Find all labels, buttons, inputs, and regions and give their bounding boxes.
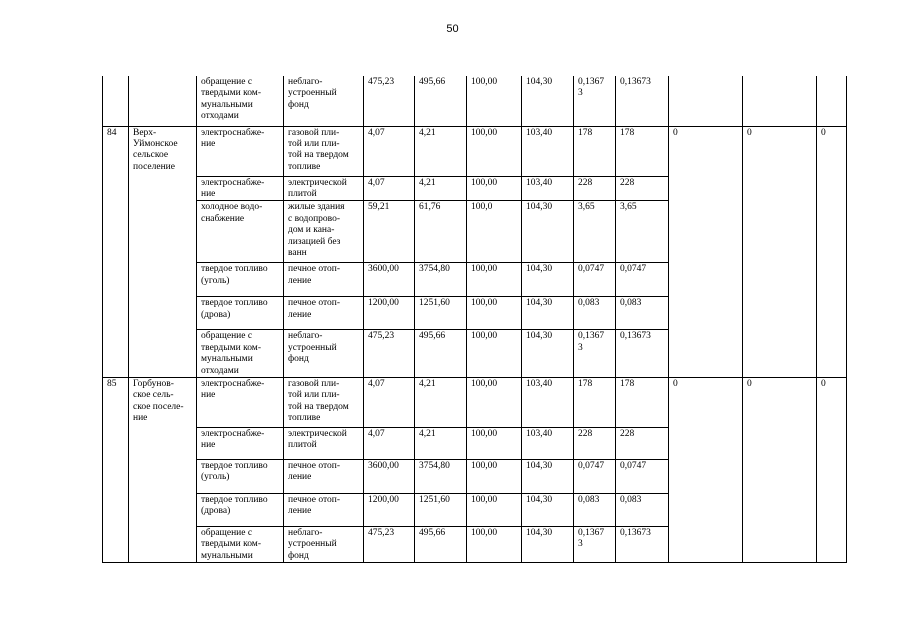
service-cell: обращение с твердыми ком- мунальными отходами — [197, 76, 284, 126]
value-cell: 100,00 — [467, 427, 522, 459]
value-cell: 0,083 — [574, 297, 616, 330]
count-cell: 0 — [817, 377, 847, 562]
value-cell: 475,23 — [364, 76, 415, 126]
value-cell: 100,00 — [467, 297, 522, 330]
housing-type-cell: неблаго- устроенный фонд — [284, 76, 364, 126]
value-cell: 0,083 — [616, 297, 669, 330]
housing-type-cell: печное отоп- ление — [284, 263, 364, 297]
value-cell: 0,1367 3 — [574, 330, 616, 378]
value-cell: 61,76 — [415, 201, 467, 263]
row-number-cell — [103, 76, 129, 126]
value-cell: 104,30 — [522, 201, 574, 263]
value-cell: 0,083 — [574, 493, 616, 526]
service-cell: холодное водо- снабжение — [197, 201, 284, 263]
settlement-name-cell: Верх- Уймонское сельское поселение — [129, 126, 197, 377]
service-cell: электроснабже- ние — [197, 427, 284, 459]
value-cell: 495,66 — [415, 330, 467, 378]
value-cell: 103,40 — [522, 176, 574, 201]
row-number-cell: 84 — [103, 126, 129, 377]
value-cell: 104,30 — [522, 297, 574, 330]
housing-type-cell: неблаго- устроенный фонд — [284, 330, 364, 378]
value-cell: 104,30 — [522, 493, 574, 526]
value-cell: 100,00 — [467, 263, 522, 297]
value-cell: 4,21 — [415, 377, 467, 427]
value-cell: 0,13673 — [616, 330, 669, 378]
value-cell: 0,0747 — [574, 263, 616, 297]
value-cell: 100,00 — [467, 459, 522, 493]
value-cell: 0,1367 3 — [574, 526, 616, 562]
value-cell: 0,13673 — [616, 526, 669, 562]
value-cell: 100,00 — [467, 76, 522, 126]
value-cell: 1200,00 — [364, 297, 415, 330]
housing-type-cell: газовой пли- той или пли- той на твердом топливе — [284, 377, 364, 427]
value-cell: 3,65 — [616, 201, 669, 263]
housing-type-cell: жилые здания с водопрово- дом и кана- лизацией без ванн — [284, 201, 364, 263]
value-cell: 3,65 — [574, 201, 616, 263]
value-cell: 0,0747 — [616, 263, 669, 297]
table-row — [103, 126, 847, 176]
service-cell: твердое топливо (дрова) — [197, 297, 284, 330]
value-cell: 0,083 — [616, 493, 669, 526]
value-cell: 4,07 — [364, 377, 415, 427]
service-cell: твердое топливо (уголь) — [197, 459, 284, 493]
count-cell — [743, 76, 817, 126]
service-cell: электроснабже- ние — [197, 126, 284, 176]
value-cell: 100,00 — [467, 377, 522, 427]
value-cell: 228 — [616, 176, 669, 201]
value-cell: 495,66 — [415, 76, 467, 126]
count-cell: 0 — [743, 377, 817, 562]
value-cell: 103,40 — [522, 427, 574, 459]
value-cell: 104,30 — [522, 526, 574, 562]
housing-type-cell: электрической плитой — [284, 427, 364, 459]
value-cell: 4,07 — [364, 126, 415, 176]
count-cell: 0 — [669, 126, 743, 377]
value-cell: 4,21 — [415, 176, 467, 201]
service-cell: обращение с твердыми ком- мунальными — [197, 526, 284, 562]
count-cell — [669, 76, 743, 126]
value-cell: 228 — [574, 427, 616, 459]
housing-type-cell: электрической плитой — [284, 176, 364, 201]
value-cell: 4,07 — [364, 427, 415, 459]
value-cell: 104,30 — [522, 459, 574, 493]
value-cell: 4,21 — [415, 126, 467, 176]
value-cell: 3754,80 — [415, 459, 467, 493]
value-cell: 228 — [616, 427, 669, 459]
value-cell: 178 — [574, 126, 616, 176]
page-number: 50 — [446, 23, 459, 35]
value-cell: 178 — [616, 377, 669, 427]
value-cell: 4,07 — [364, 176, 415, 201]
value-cell: 59,21 — [364, 201, 415, 263]
value-cell: 475,23 — [364, 526, 415, 562]
count-cell: 0 — [743, 126, 817, 377]
value-cell: 178 — [616, 126, 669, 176]
value-cell: 0,13673 — [616, 76, 669, 126]
value-cell: 0,1367 3 — [574, 76, 616, 126]
service-cell: твердое топливо (уголь) — [197, 263, 284, 297]
settlement-name-cell: Горбунов- ское сель- ское поселе- ние — [129, 377, 197, 562]
value-cell: 104,30 — [522, 263, 574, 297]
service-cell: электроснабже- ние — [197, 176, 284, 201]
value-cell: 475,23 — [364, 330, 415, 378]
value-cell: 100,00 — [467, 176, 522, 201]
housing-type-cell: неблаго- устроенный фонд — [284, 526, 364, 562]
housing-type-cell: печное отоп- ление — [284, 297, 364, 330]
settlement-name-cell — [129, 76, 197, 126]
value-cell: 228 — [574, 176, 616, 201]
value-cell: 103,40 — [522, 377, 574, 427]
value-cell: 3754,80 — [415, 263, 467, 297]
table-row — [103, 76, 847, 126]
service-cell: твердое топливо (дрова) — [197, 493, 284, 526]
housing-type-cell: печное отоп- ление — [284, 493, 364, 526]
value-cell: 1251,60 — [415, 297, 467, 330]
row-number-cell: 85 — [103, 377, 129, 562]
tariff-table — [102, 76, 847, 563]
value-cell: 178 — [574, 377, 616, 427]
value-cell: 100,00 — [467, 526, 522, 562]
service-cell: обращение с твердыми ком- мунальными отходами — [197, 330, 284, 378]
value-cell: 1251,60 — [415, 493, 467, 526]
value-cell: 4,21 — [415, 427, 467, 459]
value-cell: 104,30 — [522, 76, 574, 126]
value-cell: 1200,00 — [364, 493, 415, 526]
value-cell: 100,00 — [467, 126, 522, 176]
service-cell: электроснабже- ние — [197, 377, 284, 427]
value-cell: 3600,00 — [364, 263, 415, 297]
count-cell: 0 — [817, 126, 847, 377]
value-cell: 100,0 — [467, 201, 522, 263]
value-cell: 103,40 — [522, 126, 574, 176]
value-cell: 0,0747 — [616, 459, 669, 493]
value-cell: 495,66 — [415, 526, 467, 562]
count-cell: 0 — [669, 377, 743, 562]
housing-type-cell: печное отоп- ление — [284, 459, 364, 493]
value-cell: 104,30 — [522, 330, 574, 378]
housing-type-cell: газовой пли- той или пли- той на твердом топливе — [284, 126, 364, 176]
value-cell: 100,00 — [467, 493, 522, 526]
count-cell — [817, 76, 847, 126]
value-cell: 3600,00 — [364, 459, 415, 493]
table-row — [103, 377, 847, 427]
value-cell: 100,00 — [467, 330, 522, 378]
value-cell: 0,0747 — [574, 459, 616, 493]
